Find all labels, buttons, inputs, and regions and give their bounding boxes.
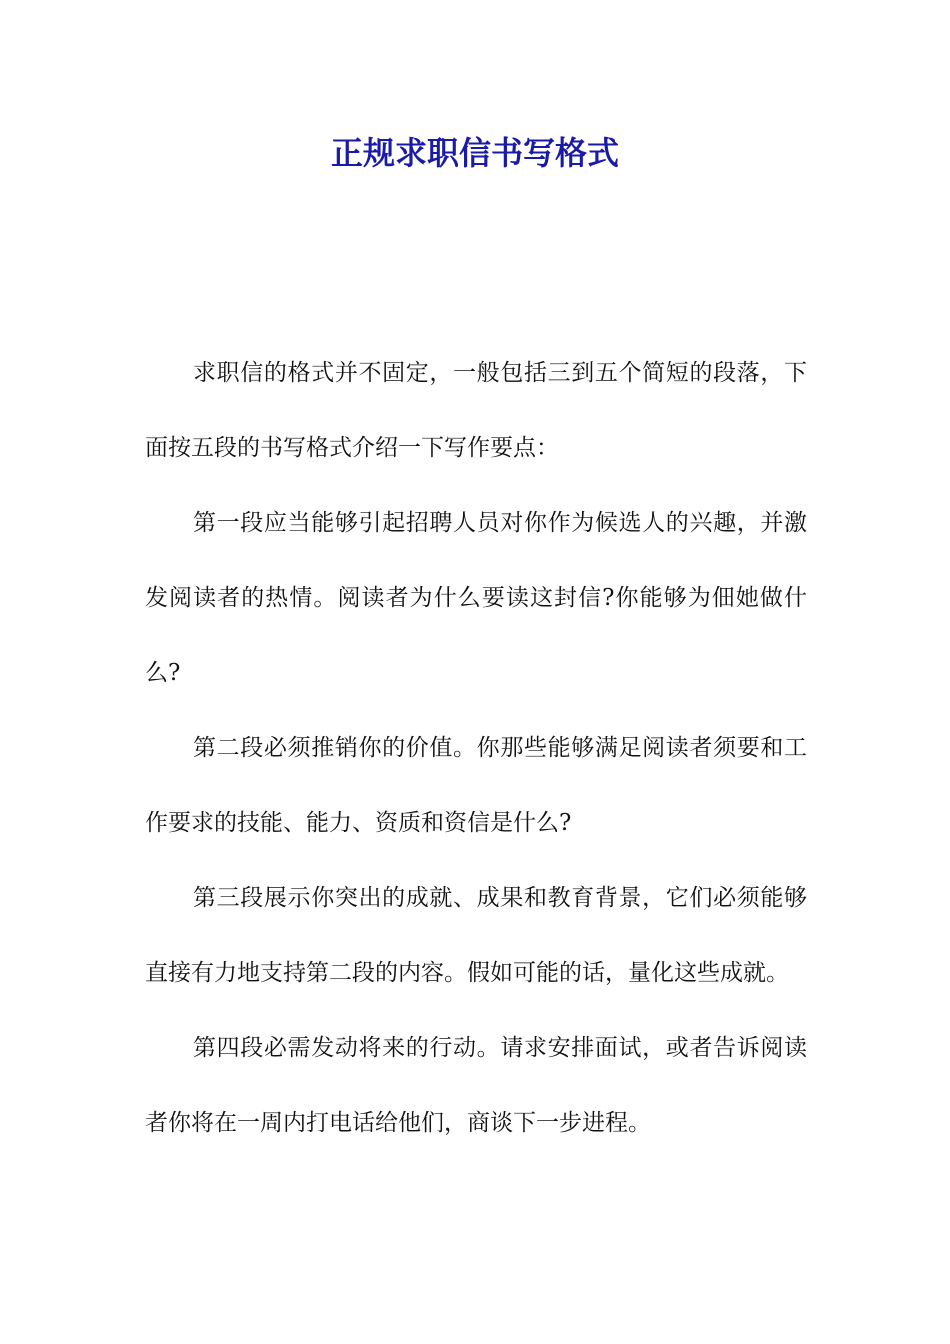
paragraph-second-section: 第二段必须推销你的价值。你那些能够满足阅读者须要和工作要求的技能、能力、资质和资信是什么? bbox=[145, 735, 807, 836]
paragraph-fourth-section: 第四段必需发动将来的行动。请求安排面试，或者告诉阅读者你将在一周内打电话给他们，商谈下一步进程。 bbox=[145, 1035, 807, 1136]
paragraph-intro: 求职信的格式并不固定，一般包括三到五个简短的段落，下面按五段的书写格式介绍一下写作要点： bbox=[145, 360, 807, 461]
paragraph-third-section: 第三段展示你突出的成就、成果和教育背景，它们必须能够直接有力地支持第二段的内容。假如可能的话，量化这些成就。 bbox=[145, 885, 807, 986]
document-title: 正规求职信书写格式 bbox=[330, 134, 619, 172]
document-body bbox=[145, 336, 807, 1161]
paragraph-first-section: 第一段应当能够引起招聘人员对你作为候选人的兴趣，并激发阅读者的热情。阅读者为什么要读这封信?你能够为佃她做什么? bbox=[145, 510, 807, 686]
